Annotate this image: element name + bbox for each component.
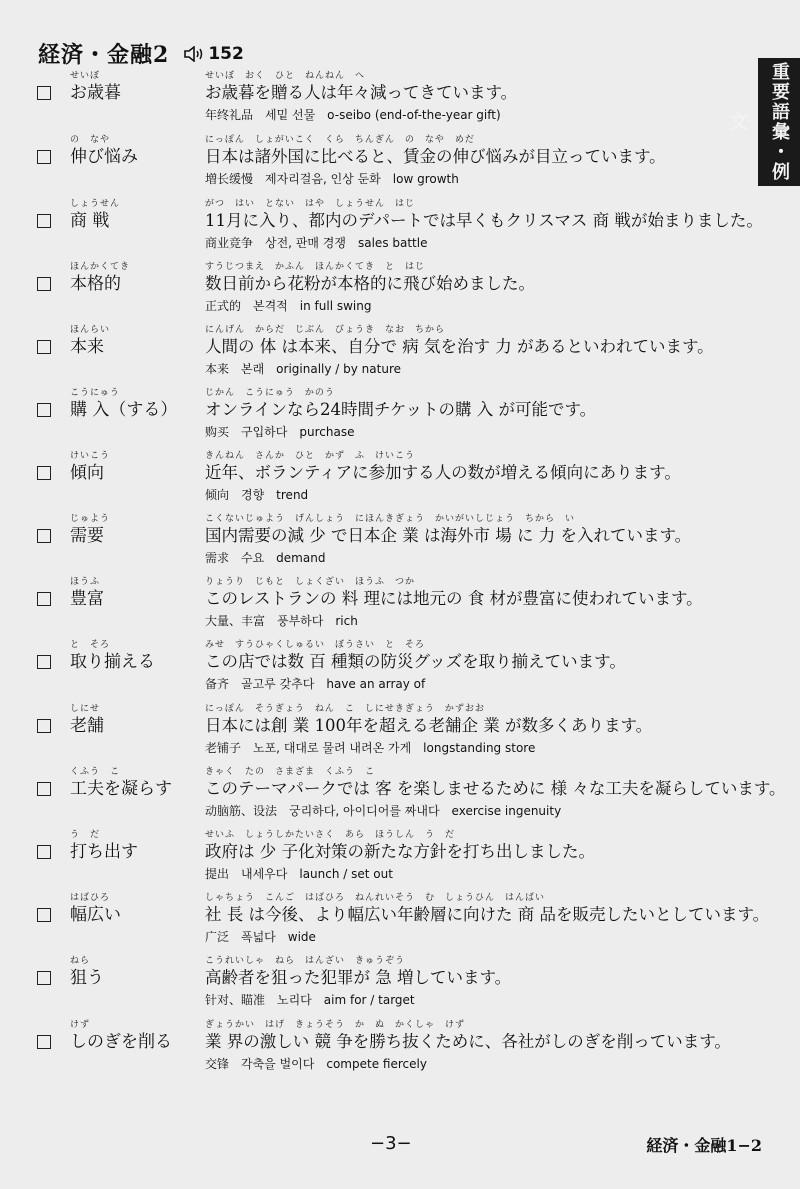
section-footer: 経済・金融1−2 xyxy=(646,1136,762,1155)
checkbox[interactable] xyxy=(37,214,51,228)
audio-track-number: 152 xyxy=(208,43,244,64)
example-sentence: お歳暮を贈る人は年々減ってきています。 xyxy=(205,83,518,102)
translation-gloss: 商业竞争 상전, 판매 경쟁 sales battle xyxy=(205,236,428,250)
sentence-reading: せいふ しょうしかたいさく あら ほうしん う だ xyxy=(205,830,456,840)
vocab-term: 老舗 xyxy=(70,716,104,736)
vocab-entry xyxy=(0,71,760,140)
checkbox[interactable] xyxy=(37,845,51,859)
vocab-term: 取り揃える xyxy=(70,652,155,672)
translation-gloss: 针对、瞄准 노리다 aim for / target xyxy=(205,993,415,1007)
translation-gloss: 广泛 폭넓다 wide xyxy=(205,930,316,944)
term-reading: しにせ xyxy=(70,704,101,714)
translation-gloss: 年终礼品 세밑 선물 o-seibo (end-of-the-year gift) xyxy=(205,108,501,122)
vocab-entry xyxy=(0,577,760,646)
example-sentence: 国内需要の減 少 で日本企 業 は海外市 場 に 力 を入れています。 xyxy=(205,526,692,545)
vocab-entry xyxy=(0,767,786,836)
example-sentence: このテーマパークでは 客 を楽しませるために 様 々な工夫を凝らしています。 xyxy=(205,779,786,798)
checkbox[interactable] xyxy=(37,655,51,669)
term-reading: ほんかくてき xyxy=(70,262,131,272)
term-reading: しょうせん xyxy=(70,199,121,209)
vocab-entry xyxy=(0,956,760,1025)
example-sentence: 高齢者を狙った犯罪が 急 増しています。 xyxy=(205,968,512,987)
translation-gloss: 本来 본래 originally / by nature xyxy=(205,362,402,376)
vocab-entry xyxy=(0,262,760,331)
sentence-reading: ぎょうかい はげ きょうそう か ぬ かくしゃ けず xyxy=(205,1020,466,1030)
sentence-reading: がつ はい とない はや しょうせん はじ xyxy=(205,199,416,209)
term-reading: ほうふ xyxy=(70,577,101,587)
vocab-term: 本格的 xyxy=(70,274,121,294)
vocab-entry xyxy=(0,830,760,899)
checkbox[interactable] xyxy=(37,1035,51,1049)
vocab-entry xyxy=(0,514,760,583)
vocab-entry xyxy=(0,199,763,268)
translation-gloss: 正式的 본격적 in full swing xyxy=(205,299,372,313)
speaker-icon xyxy=(183,46,205,62)
section-header xyxy=(38,38,244,69)
translation-gloss: 备齐 골고루 갖추다 have an array of xyxy=(205,677,426,691)
sentence-reading: きゃく たの さまざま くふう こ xyxy=(205,767,376,777)
term-reading: と そろ xyxy=(70,640,111,650)
example-sentence: 社 長 は今後、より幅広い年齢層に向けた 商 品を販売したいとしています。 xyxy=(205,905,770,924)
translation-gloss: 倾向 경향 trend xyxy=(205,488,309,502)
example-sentence: 数日前から花粉が本格的に飛び始めました。 xyxy=(205,274,535,293)
term-reading: こうにゅう xyxy=(70,388,120,398)
checkbox[interactable] xyxy=(37,403,51,417)
checkbox[interactable] xyxy=(37,971,51,985)
example-sentence: オンラインなら24時間チケットの購 入 が可能です。 xyxy=(205,400,597,419)
sentence-reading: すうじつまえ かふん ほんかくてき と はじ xyxy=(205,262,426,272)
vocab-entry xyxy=(0,640,760,709)
sentence-reading: じかん こうにゅう かのう xyxy=(205,388,335,398)
term-reading: の なや xyxy=(70,135,111,145)
checkbox[interactable] xyxy=(37,277,51,291)
example-sentence: このレストランの 料 理には地元の 食 材が豊富に使われています。 xyxy=(205,589,703,608)
audio-track-button[interactable] xyxy=(183,44,244,64)
sentence-reading: こくないじゅよう げんしょう にほんきぎょう かいがいしじょう ちから い xyxy=(205,514,576,524)
example-sentence: 業 界の激しい 競 争を勝ち抜くために、各社がしのぎを削っています。 xyxy=(205,1032,731,1051)
translation-gloss: 交锋 각축을 벌이다 compete fiercely xyxy=(205,1057,427,1071)
example-sentence: 日本には創 業 100年を超える老舗企 業 が数多くあります。 xyxy=(205,716,653,735)
sentence-reading: きんねん さんか ひと かず ふ けいこう xyxy=(205,451,416,461)
vocab-entry xyxy=(0,704,760,773)
term-reading: けいこう xyxy=(70,451,111,461)
checkbox[interactable] xyxy=(37,908,51,922)
term-reading: ほんらい xyxy=(70,325,111,335)
sentence-reading: りょうり じもと しょくざい ほうふ つか xyxy=(205,577,416,587)
example-sentence: 人間の 体 は本来、自分で 病 気を治す 力 があるといわれています。 xyxy=(205,337,714,356)
vocab-term: 傾向 xyxy=(70,463,104,483)
vocab-term: 購 入（する） xyxy=(70,400,178,420)
translation-gloss: 购买 구입하다 purchase xyxy=(205,425,355,439)
example-sentence: 日本は諸外国に比べると、賃金の伸び悩みが目立っています。 xyxy=(205,147,666,166)
vocab-term: 商 戦 xyxy=(70,211,110,231)
vocab-term: 狙う xyxy=(70,968,104,988)
checkbox[interactable] xyxy=(37,466,51,480)
term-reading: くふう こ xyxy=(70,767,121,777)
vocab-entry xyxy=(0,325,760,394)
vocab-entry xyxy=(0,1020,760,1089)
translation-gloss: 老铺子 노포, 대대로 물려 내려온 가게 longstanding store xyxy=(205,741,536,755)
vocab-term: 本来 xyxy=(70,337,104,357)
checkbox[interactable] xyxy=(37,592,51,606)
vocab-entry xyxy=(0,135,760,204)
example-sentence: 政府は 少 子化対策の新たな方針を打ち出しました。 xyxy=(205,842,595,861)
vocab-entry xyxy=(0,451,760,520)
translation-gloss: 提出 내세우다 launch / set out xyxy=(205,867,393,881)
translation-gloss: 需求 수요 demand xyxy=(205,551,326,565)
vocab-term: 工夫を凝らす xyxy=(70,779,172,799)
vocab-entry xyxy=(0,893,770,962)
vocab-term: 豊富 xyxy=(70,589,104,609)
checkbox[interactable] xyxy=(37,782,51,796)
translation-gloss: 动脑筋、设法 궁리하다, 아이디어를 짜내다 exercise ingenuity xyxy=(205,804,562,818)
term-reading: はばひろ xyxy=(70,893,111,903)
checkbox[interactable] xyxy=(37,719,51,733)
term-reading: う だ xyxy=(70,830,101,840)
term-reading: じゅよう xyxy=(70,514,111,524)
checkbox[interactable] xyxy=(37,150,51,164)
vocab-term: 幅広い xyxy=(70,905,121,925)
sentence-reading: にっぽん そうぎょう ねん こ しにせきぎょう かずおお xyxy=(205,704,485,714)
sentence-reading: こうれいしゃ ねら はんざい きゅうぞう xyxy=(205,956,406,966)
translation-gloss: 増长缓慢 제자리걸음, 인상 둔화 low growth xyxy=(205,172,459,186)
side-tab: 重要語彙・例文 xyxy=(758,58,800,186)
translation-gloss: 大量、丰富 풍부하다 rich xyxy=(205,614,358,628)
term-reading: せいぼ xyxy=(70,71,101,81)
checkbox[interactable] xyxy=(37,529,51,543)
vocab-term: 打ち出す xyxy=(70,842,138,862)
vocab-entry xyxy=(0,388,760,457)
example-sentence: 11月に入り、都内のデパートでは早くもクリスマス 商 戦が始まりました。 xyxy=(205,211,763,230)
page-number: −3− xyxy=(370,1133,412,1154)
checkbox[interactable] xyxy=(37,340,51,354)
vocab-term: しのぎを削る xyxy=(70,1032,172,1052)
sentence-reading: しゃちょう こんご はばひろ ねんれいそう む しょうひん はんばい xyxy=(205,893,546,903)
vocab-term: 需要 xyxy=(70,526,104,546)
example-sentence: 近年、ボランティアに参加する人の数が増える傾向にあります。 xyxy=(205,463,681,482)
sentence-reading: みせ すうひゃくしゅるい ぼうさい と そろ xyxy=(205,640,426,650)
sentence-reading: にっぽん しょがいこく くら ちんぎん の なや めだ xyxy=(205,135,475,145)
vocab-term: 伸び悩み xyxy=(70,147,138,167)
example-sentence: この店では数 百 種類の防災グッズを取り揃えています。 xyxy=(205,652,626,671)
sentence-reading: せいぼ おく ひと ねんねん へ xyxy=(205,71,366,81)
checkbox[interactable] xyxy=(37,86,51,100)
term-reading: けず xyxy=(70,1020,91,1030)
term-reading: ねら xyxy=(70,956,91,966)
section-title: 経済・金融2 xyxy=(38,42,170,68)
sentence-reading: にんげん からだ じぶん びょうき なお ちから xyxy=(205,325,446,335)
vocab-term: お歳暮 xyxy=(70,83,121,103)
